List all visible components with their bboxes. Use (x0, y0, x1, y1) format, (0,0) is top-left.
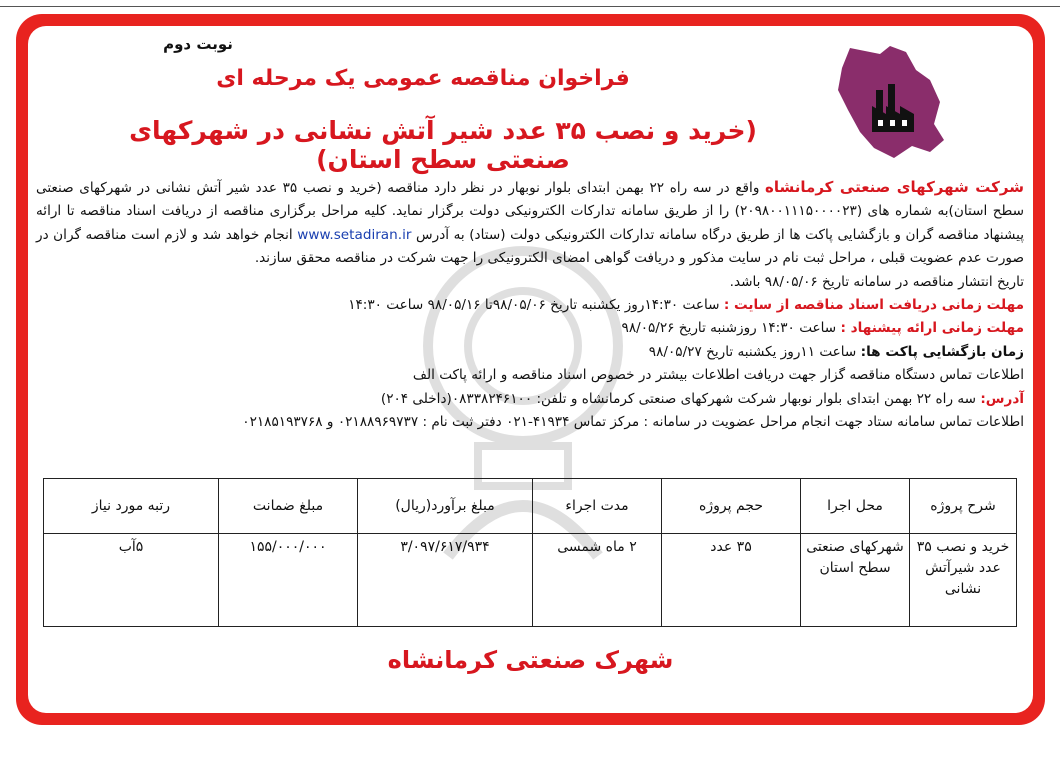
cell-location: شهرکهای صنعتی سطح استان (801, 534, 910, 627)
address-label: آدرس: (980, 390, 1024, 407)
header-project-description: شرح پروژه (910, 479, 1017, 534)
header-guarantee: مبلغ ضمانت (219, 479, 358, 534)
announcement-content (28, 26, 1033, 713)
header-location: محل اجرا (801, 479, 910, 534)
address-value: سه راه ۲۲ بهمن ابتدای بلوار نوبهار شرکت شهرکهای صنعتی کرمانشاه و تلفن: ۰۸۳۳۸۲۴۶۱۰۰(داخلی ۲۰۴) (380, 390, 977, 407)
table-row (44, 534, 1017, 627)
announcement-subtitle: (خرید و نصب ۳۵ عدد شیر آتش نشانی در شهرکهای صنعتی سطح استان) (129, 116, 757, 174)
opening-value: ساعت ۱۱روز یکشنبه تاریخ ۹۸/۰۵/۲۷ (648, 343, 857, 360)
cell-duration: ۲ ماه شمسی (533, 534, 662, 627)
header-duration: مدت اجراء (533, 479, 662, 534)
website-link[interactable]: www.setadiran.ir (297, 226, 412, 243)
address-line (36, 388, 1024, 411)
doc-deadline-label: مهلت زمانی دریافت اسناد مناقصه از سایت : (723, 297, 1024, 314)
cell-rank: ۵آب (44, 534, 219, 627)
publish-date: تاریخ انتشار مناقصه در سامانه تاریخ ۹۸/۰۵/۰۶ باشد. (729, 273, 1024, 290)
doc-deadline-value: ساعت ۱۴:۳۰روز یکشنبه تاریخ ۹۸/۰۵/۰۶تا ۹۸/۰۵/۱۶ ساعت ۱۴:۳۰ (348, 297, 720, 314)
offer-deadline-value: ساعت ۱۴:۳۰ روزشنبه تاریخ ۹۸/۰۵/۲۶ (621, 320, 837, 337)
announcement-body (36, 176, 1024, 434)
announcement-title: فراخوان مناقصه عمومی یک مرحله ای (216, 66, 630, 91)
doc-deadline-line (36, 294, 1024, 317)
header-estimate: مبلغ برآورد(ریال) (358, 479, 533, 534)
cell-guarantee: ۱۵۵/۰۰۰/۰۰۰ (219, 534, 358, 627)
tender-table (43, 478, 1017, 627)
factory-map-icon (828, 40, 958, 165)
cell-volume: ۳۵ عدد (662, 534, 801, 627)
intro-text: واقع در سه راه ۲۲ بهمن ابتدای بلوار نوبهار در نظر دارد مناقصه (خرید و نصب ۳۵ عدد شیر آتش نشانی در شهرکهای صنعتی سطح استان)به شماره های (۲۰۹۸۰۰۱۱۱۵۰۰۰۰۲۳) را از طریق سامانه تدارکات الکترونیکی دولت برگزار نماید. کلیه مراحل برگزاری مناقصه از دریافت اسناد مناقصه تا ارائه پیشنهاد مناقصه گران و بازگشایی پاکت ها از طریق درگاه سامانه تدارکات الکترونیکی دولت (ستاد) به آدرس (36, 180, 1025, 243)
header-rank: رتبه مورد نیاز (44, 479, 219, 534)
edition-label: نوبت دوم (163, 35, 233, 53)
offer-deadline-line (36, 317, 1024, 340)
contact-info: اطلاعات تماس دستگاه مناقصه گزار جهت دریافت اطلاعات بیشتر در خصوص اسناد مناقصه و ارائه پاکت الف (412, 367, 1024, 384)
opening-line (36, 341, 1024, 364)
table-header-row (44, 479, 1017, 534)
cell-project-description: خرید و نصب ۳۵ عدد شیرآتش نشانی (910, 534, 1017, 627)
opening-label: زمان بازگشایی پاکت ها: (860, 343, 1024, 360)
footer-title: شهرک صنعتی کرمانشاه (387, 646, 674, 674)
intro-paragraph (36, 176, 1024, 271)
setad-contact: اطلاعات تماس سامانه ستاد جهت انجام مراحل عضویت در سامانه : مرکز تماس ۴۱۹۳۴-۰۲۱ دفتر ثبت نام : ۰۲۱۸۸۹۶۹۷۳۷ و ۰۲۱۸۵۱۹۳۷۶۸ (242, 414, 1024, 431)
cell-estimate: ۳/۰۹۷/۶۱۷/۹۳۴ (358, 534, 533, 627)
intro-text-end: انجام خواهد شد و لازم است مناقصه گران در صورت عدم عضویت قبلی ، مراحل ثبت نام در سایت مذکور و دریافت گواهی امضای الکترونیکی را جهت شرکت در مناقصه محقق سازند. (36, 226, 1024, 267)
header-volume: حجم پروژه (662, 479, 801, 534)
offer-deadline-label: مهلت زمانی ارائه پیشنهاد : (840, 320, 1024, 337)
company-name: شرکت شهرکهای صنعتی کرمانشاه (765, 178, 1024, 196)
top-border-line (0, 0, 1060, 7)
